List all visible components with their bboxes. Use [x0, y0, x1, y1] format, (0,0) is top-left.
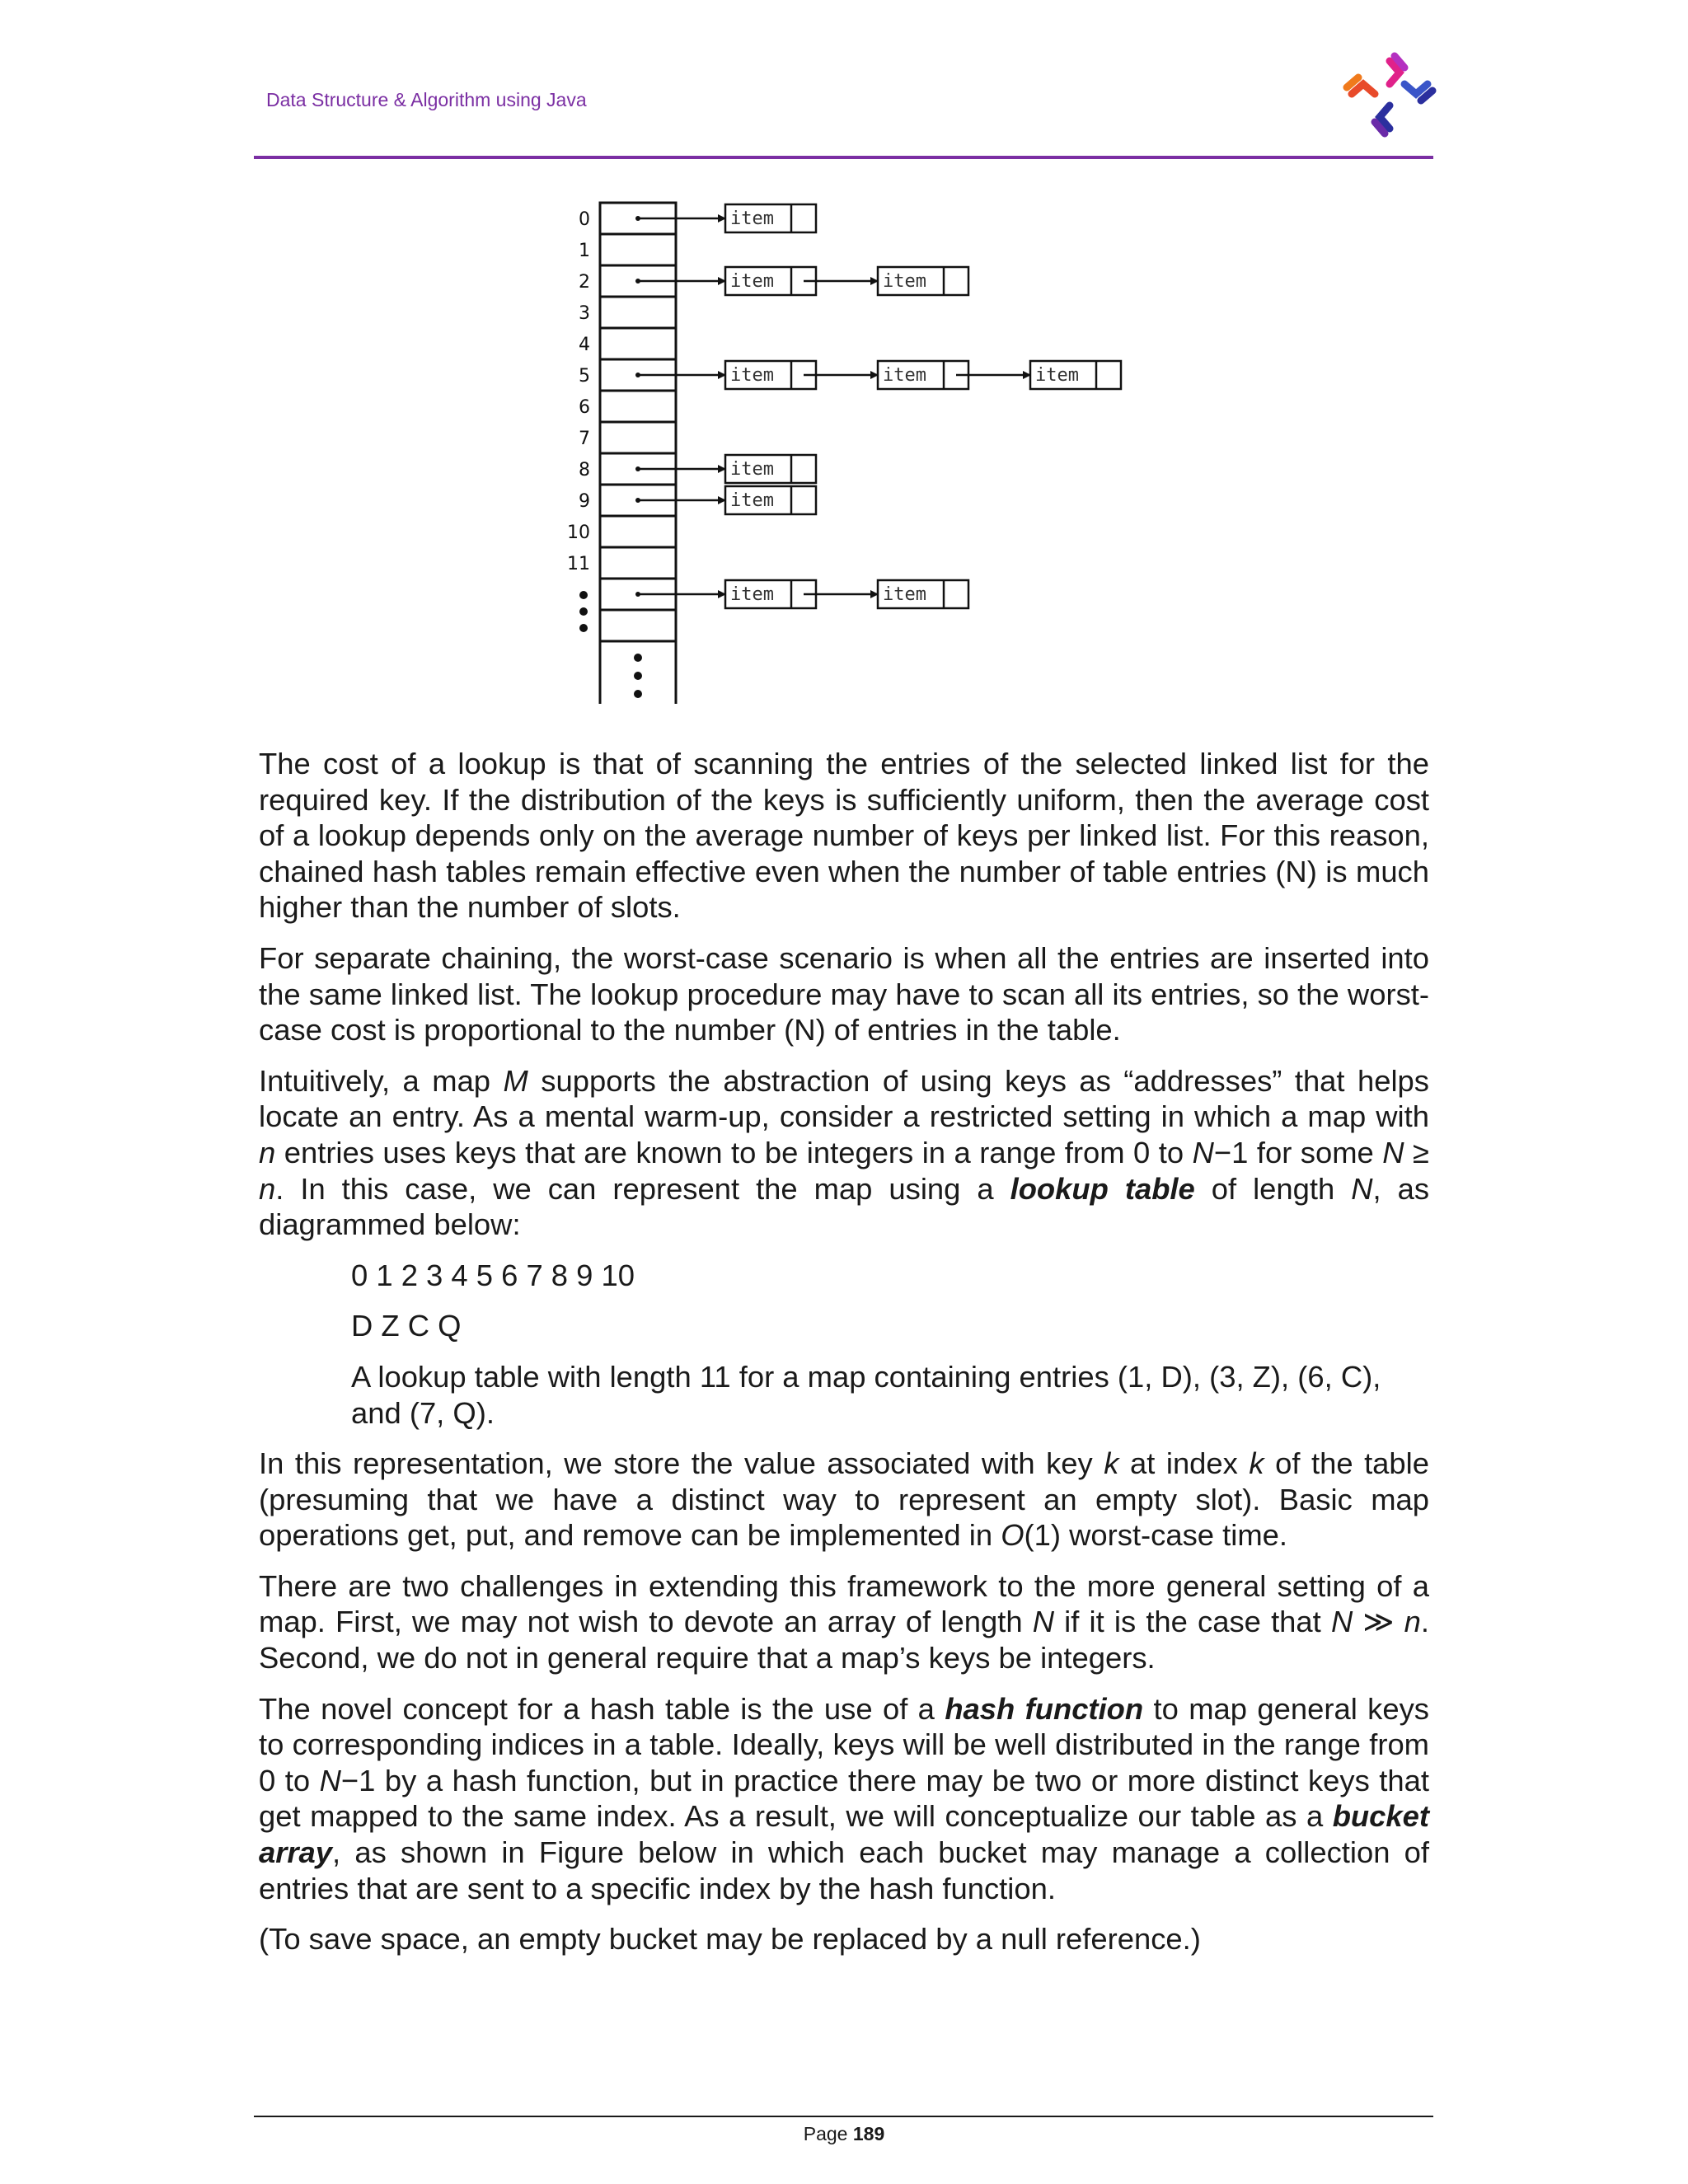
- slot-label: 1: [579, 241, 590, 261]
- text-run: at index: [1118, 1446, 1250, 1481]
- emphasis: N: [1330, 1605, 1353, 1639]
- emphasis: N: [1382, 1135, 1404, 1169]
- ellipsis-dot: [634, 690, 642, 698]
- lookup-table-caption: A lookup table with length 11 for a map containing entries (1, D), (3, Z), (6, C), and (7, Q).: [351, 1359, 1381, 1430]
- emphasis: N: [1192, 1135, 1214, 1169]
- text-run: entries uses keys that are known to be integers in a range from 0 to: [275, 1135, 1193, 1169]
- slot-label: 11: [567, 554, 590, 574]
- term-bucket-array: bucket array: [259, 1799, 1429, 1870]
- text-run: (1) worst-case time.: [1024, 1518, 1288, 1553]
- ellipsis-dot: [634, 672, 642, 680]
- emphasis: n: [259, 1135, 276, 1169]
- slot-label: 2: [579, 272, 590, 293]
- text-run: to map general keys to corresponding indices in a table. Ideally, keys will be well distributed in the range from 0 to: [259, 1691, 1429, 1797]
- ellipsis-dot: [579, 624, 588, 632]
- text-run: if it is the case that: [1054, 1605, 1331, 1639]
- item-label: item: [730, 584, 774, 605]
- pinwheel-logo: [1342, 51, 1437, 138]
- text-run: . In this case, we can represent the map using a: [275, 1171, 1010, 1206]
- item-label: item: [883, 584, 926, 605]
- item-label: item: [883, 271, 926, 292]
- slot-label: 8: [579, 460, 590, 480]
- slot-label: 4: [579, 335, 590, 355]
- text-run: supports the abstraction of using keys as “addresses” that helps locate an entry. As a mental warm-up, consider a restricted setting in which a map with: [259, 1063, 1429, 1134]
- item-label: item: [1035, 365, 1079, 386]
- term-hash-function: hash function: [945, 1691, 1144, 1726]
- ellipsis-dot: [634, 654, 642, 662]
- page-label: Page: [803, 2123, 848, 2144]
- emphasis: N: [1032, 1605, 1055, 1639]
- text-run: of the table (presuming that we have a distinct way to represent an empty slot). Basic map operations get, put, and remove can be implemented in: [259, 1446, 1429, 1553]
- body-text: [259, 746, 1429, 1972]
- emphasis: N: [1351, 1171, 1373, 1206]
- text-run: of length: [1194, 1171, 1352, 1206]
- lookup-table-values: D Z C Q: [351, 1309, 462, 1343]
- header-rule: [254, 156, 1433, 159]
- header-title: Data Structure & Algorithm using Java: [266, 89, 587, 110]
- text-run: ≫: [1353, 1605, 1404, 1639]
- slot-label: 7: [579, 429, 590, 449]
- lookup-table-indices: 0 1 2 3 4 5 6 7 8 9 10: [351, 1258, 635, 1292]
- text-run: There are two challenges in extending this framework to the more general setting of a map. First, we may not wish to devote an array of length: [259, 1568, 1429, 1639]
- text-run: Intuitively, a map: [259, 1063, 504, 1098]
- paragraph-lookup-table-intro: [259, 1063, 1429, 1243]
- paragraph-representation: [259, 1446, 1429, 1554]
- slot-label: 6: [579, 397, 590, 418]
- emphasis: k: [1249, 1446, 1264, 1481]
- item-label: item: [730, 365, 774, 386]
- slot-label: 9: [579, 491, 590, 512]
- text-run: ≥: [1404, 1135, 1429, 1169]
- emphasis: M: [503, 1063, 528, 1098]
- item-label: item: [730, 271, 774, 292]
- slot-label: 0: [579, 209, 590, 230]
- text-run: , as diagrammed below:: [259, 1171, 1430, 1242]
- ellipsis-dot: [579, 607, 588, 616]
- text-run: , as shown in Figure below in which each bucket may manage a collection of entries that are sent to a specific index by the hash function.: [259, 1835, 1429, 1905]
- footer-rule: [254, 2116, 1433, 2117]
- slot-label: 3: [579, 303, 590, 324]
- text-run: −1 for some: [1213, 1135, 1383, 1169]
- item-label: item: [730, 209, 774, 229]
- page-number: [0, 2123, 1688, 2145]
- text-run: . Second, we do not in general require that a map’s keys be integers.: [259, 1605, 1429, 1675]
- emphasis: N: [319, 1763, 341, 1797]
- text-run: In this representation, we store the value associated with key: [259, 1446, 1104, 1481]
- item-label: item: [883, 365, 926, 386]
- chained-hash-table-figure: [560, 191, 1137, 719]
- emphasis: k: [1104, 1446, 1119, 1481]
- item-label: item: [730, 490, 774, 511]
- text-run: −1 by a hash function, but in practice there may be two or more distinct keys that get mapped to the same index. As a result, we will conceptualize our table as a: [259, 1763, 1429, 1834]
- emphasis: O: [1001, 1518, 1025, 1553]
- emphasis: n: [1404, 1605, 1421, 1639]
- slot-label: 10: [567, 523, 590, 543]
- slot-label: 5: [579, 366, 590, 387]
- text-run: The novel concept for a hash table is the use of a: [259, 1691, 945, 1726]
- term-lookup-table: lookup table: [1010, 1171, 1195, 1206]
- ellipsis-dot: [579, 591, 588, 599]
- paragraph-null-bucket: (To save space, an empty bucket may be replaced by a null reference.): [259, 1922, 1201, 1957]
- paragraph-challenges: [259, 1568, 1429, 1676]
- paragraph-hash-function: [259, 1691, 1429, 1907]
- page-number-value: 189: [852, 2123, 885, 2144]
- item-label: item: [730, 459, 774, 480]
- emphasis: n: [259, 1171, 276, 1206]
- paragraph-lookup-cost: The cost of a lookup is that of scanning the entries of the selected linked list for the required key. If the distribution of the keys is sufficiently uniform, then the average cost of a lookup depends only on the average number of keys per linked list. For this reason, chained hash tables remain effective even when the number of table entries (N) is much higher than the number of slots.: [259, 747, 1429, 925]
- paragraph-worst-case: For separate chaining, the worst-case scenario is when all the entries are inserted into the same linked list. The lookup procedure may have to scan all its entries, so the worst-case cost is proportional to the number (N) of entries in the table.: [259, 940, 1429, 1047]
